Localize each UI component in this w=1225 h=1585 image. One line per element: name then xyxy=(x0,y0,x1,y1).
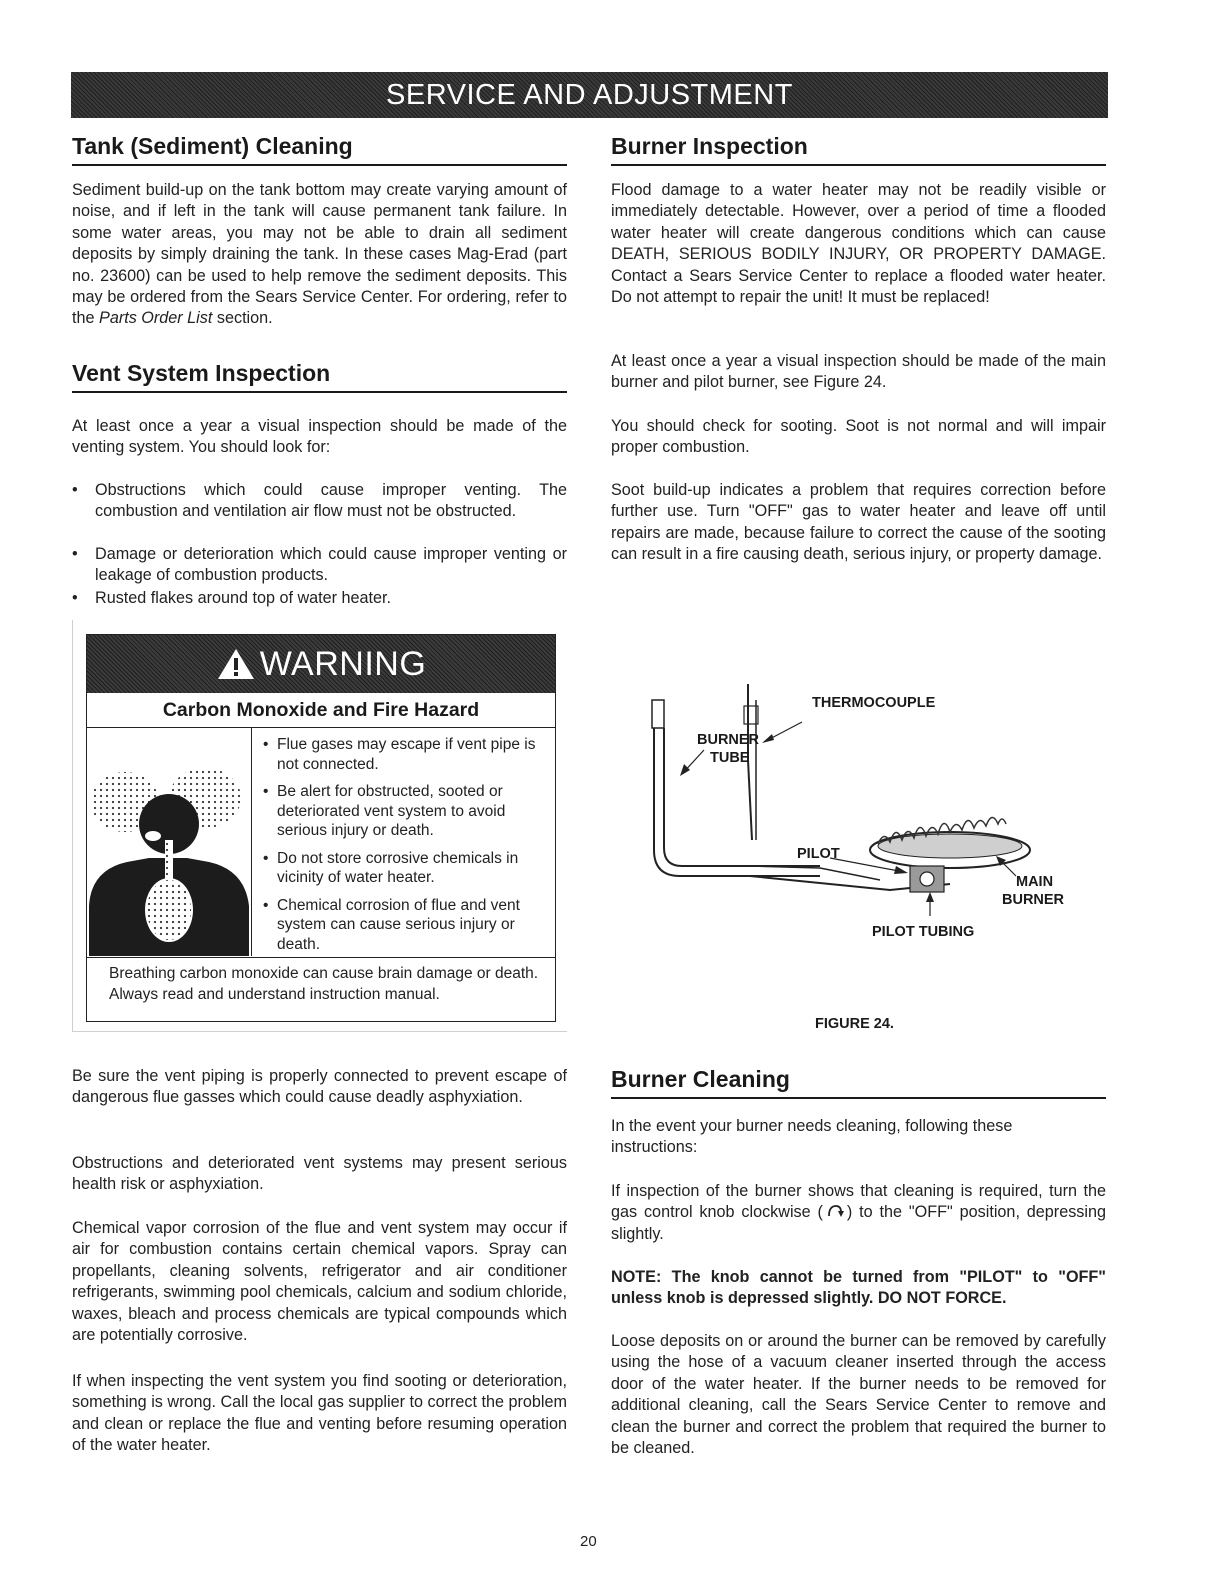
knob-instruction: If inspection of the burner shows that cleaning is required, turn the gas control knob clockwise ( ) to the "OFF" position, depressing slightly. xyxy=(611,1182,1106,1243)
soot-buildup-paragraph: Soot build-up indicates a problem that requires correction before further use. Turn "OFF" gas to water heater and leave off until repairs are made, because failure to correct the cause of the sooting can result in a fire causing death, serious injury, or property damage. xyxy=(611,481,1106,564)
burner-cleaning-heading: Burner Cleaning xyxy=(611,1066,1106,1099)
sooting-paragraph: If when inspecting the vent system you find sooting or deterioration, something is wrong. Call the local gas supplier to correct the problem and clean or replace the flue and venting before resuming operation of the water heater. xyxy=(72,1372,567,1455)
warning-triangle-icon xyxy=(216,647,256,681)
obstructions-paragraph: Obstructions and deteriorated vent systems may present serious health risk or asphyxiation. xyxy=(72,1154,567,1194)
burner-tube-label-1: BURNER xyxy=(697,732,760,748)
burner-diagram xyxy=(640,680,1100,960)
vent-piping-paragraph: Be sure the vent piping is properly connected to prevent escape of dangerous flue gasses which could cause deadly asphyxiation. xyxy=(72,1067,567,1107)
warning-footer xyxy=(87,957,555,1022)
tank-cleaning-heading: Tank (Sediment) Cleaning xyxy=(72,133,567,166)
sooting-check-paragraph: You should check for sooting. Soot is not normal and will impair proper combustion. xyxy=(611,417,1106,457)
cleaning-intro: In the event your burner needs cleaning, following these instructions: xyxy=(611,1117,1013,1157)
warning-item: • Do not store corrosive chemicals in vicinity of water heater. xyxy=(263,849,519,886)
parts-order-list-ref: Parts Order List xyxy=(99,309,213,328)
warning-box xyxy=(86,634,556,1022)
knob-note: NOTE: The knob cannot be turned from "PILOT" to "OFF" unless knob is depressed slightly. DO NOT FORCE. xyxy=(611,1268,1106,1308)
chemical-corrosion-paragraph: Chemical vapor corrosion of the flue and vent system may occur if air for combustion contains certain chemical vapors. Spray can propellants, cleaning solvents, refrigerator and air conditioner refrigerants, swimming pool chemicals, calcium and sodium chloride, waxes, bleach and process chemicals are typical compounds which are potentially corrosive. xyxy=(72,1219,567,1345)
thermocouple-label: THERMOCOUPLE xyxy=(812,695,936,711)
page-number: 20 xyxy=(580,1533,597,1550)
warning-list xyxy=(263,735,547,962)
pilot-label: PILOT xyxy=(797,846,840,862)
divider xyxy=(72,1031,567,1032)
clockwise-arrow-icon xyxy=(826,1203,844,1219)
main-burner-label-2: BURNER xyxy=(1002,892,1065,908)
warning-header xyxy=(87,635,555,693)
flood-damage-paragraph: Flood damage to a water heater may not be readily visible or immediately detectable. However, over a period of time a flooded water heater will create dangerous conditions which can cause DEATH, SERIOUS BODILY INJURY, OR PROPERTY DAMAGE. Contact a Sears Service Center to replace a flooded water heater. Do not attempt to repair the unit! It must be replaced! xyxy=(611,181,1106,307)
main-burner-label-1: MAIN xyxy=(1016,874,1054,890)
pilot-tubing-label: PILOT TUBING xyxy=(872,924,975,940)
warning-item: • Chemical corrosion of flue and vent system can cause serious injury or death. xyxy=(263,896,520,953)
warning-title: WARNING xyxy=(259,644,427,683)
warning-subtitle: Carbon Monoxide and Fire Hazard xyxy=(87,693,555,728)
tank-cleaning-text: Sediment build-up on the tank bottom may create varying amount of noise, and if left in the tank will cause permanent tank failure. In some water areas, you may not be able to drain all sediment deposits by simply draining the tank. In these cases Mag-Erad (part no. 23600) can be used to help remove the sediment deposits. This may be ordered from the Sears Service Center. For ordering, refer to the Parts Order List section. xyxy=(72,181,567,328)
figure-caption: FIGURE 24. xyxy=(815,1016,894,1032)
divider xyxy=(72,620,73,1032)
vent-intro-text: At least once a year a visual inspection should be made of the venting system. You should look for: xyxy=(72,417,567,457)
loose-deposits-paragraph: Loose deposits on or around the burner can be removed by carefully using the hose of a vacuum cleaner inserted through the access door of the water heater. If the burner needs to be removed for additional cleaning, call the Sears Service Center to remove and clean the burner and correct the problem that required the burner to be cleaned. xyxy=(611,1332,1106,1458)
co-hazard-illustration xyxy=(87,728,252,956)
person-inhaling-gas-icon xyxy=(87,728,251,956)
burner-tube-label-2: TUBE xyxy=(710,750,750,766)
banner-title: SERVICE AND ADJUSTMENT xyxy=(386,78,793,111)
warning-footer-text: Breathing carbon monoxide can cause brain damage or death. Always read and understand instruction manual. xyxy=(109,965,539,1003)
annual-inspection-paragraph: At least once a year a visual inspection should be made of the main burner and pilot burner, see Figure 24. xyxy=(611,352,1106,392)
vent-inspection-heading: Vent System Inspection xyxy=(72,360,567,393)
warning-item: • Flue gases may escape if vent pipe is not connected. xyxy=(263,736,536,773)
burner-inspection-heading: Burner Inspection xyxy=(611,133,1106,166)
section-banner xyxy=(71,72,1108,118)
burner-assembly-illustration xyxy=(640,680,1100,960)
warning-item: • Be alert for obstructed, sooted or deteriorated vent system to avoid serious injury or death. xyxy=(263,783,506,839)
